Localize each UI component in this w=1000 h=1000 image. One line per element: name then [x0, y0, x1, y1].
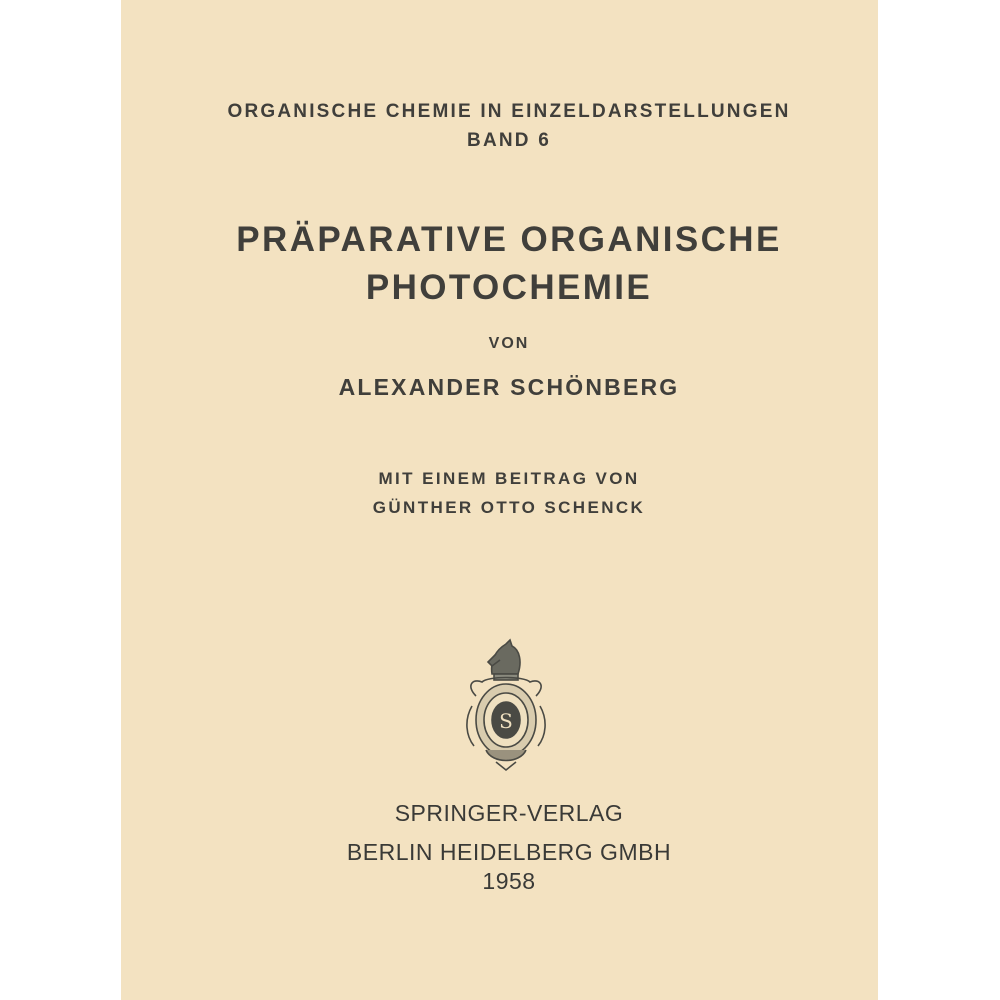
- volume-number: BAND 6: [467, 130, 551, 151]
- publisher-place: BERLIN HEIDELBERG GMBH: [346, 839, 672, 865]
- book-title-line1: PRÄPARATIVE ORGANISCHE: [236, 220, 782, 259]
- author-name: ALEXANDER SCHÖNBERG: [338, 374, 680, 400]
- svg-text:S: S: [499, 709, 513, 733]
- book-title-line2: PHOTOCHEMIE: [365, 268, 653, 307]
- by-label: VON: [488, 335, 530, 352]
- contribution-line2: GÜNTHER OTTO SCHENCK: [372, 498, 646, 517]
- springer-emblem-icon: [462, 636, 550, 772]
- publisher-name: SPRINGER-VERLAG: [394, 800, 624, 826]
- contribution-line1: MIT EINEM BEITRAG VON: [378, 469, 640, 488]
- publication-year: 1958: [482, 868, 536, 894]
- series-title: ORGANISCHE CHEMIE IN EINZELDARSTELLUNGEN: [227, 101, 791, 122]
